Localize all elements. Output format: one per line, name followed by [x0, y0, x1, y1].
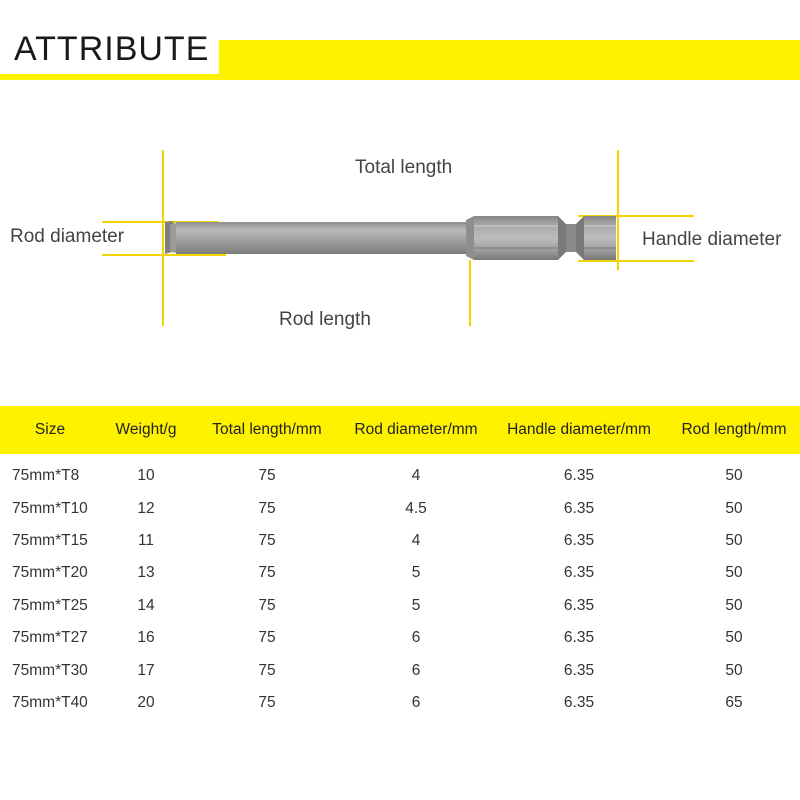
rod-diameter-label: Rod diameter	[10, 226, 125, 247]
cell-weight: 11	[137, 531, 155, 549]
cell-handle-diameter: 6.35	[563, 531, 595, 549]
table-row	[0, 454, 800, 492]
cell-rod-diameter: 6	[411, 629, 421, 647]
total-length-label: Total length	[355, 157, 453, 178]
cell-weight: 17	[137, 661, 155, 679]
page-title: ATTRIBUTE	[0, 28, 219, 74]
table-body	[0, 454, 800, 719]
cell-weight: 14	[137, 596, 155, 614]
cell-total-length: 75	[258, 564, 276, 582]
cell-rod-length: 50	[725, 629, 743, 647]
col-header-total-length: Total length/mm	[192, 406, 342, 454]
cell-size: 75mm*T10	[12, 499, 88, 517]
cell-total-length: 75	[258, 693, 276, 711]
cell-handle-diameter: 6.35	[563, 629, 595, 647]
cell-total-length: 75	[258, 499, 276, 517]
cell-rod-length: 50	[725, 596, 743, 614]
table-row	[0, 557, 800, 589]
cell-size: 75mm*T15	[12, 531, 88, 549]
col-header-rod-length: Rod length/mm	[668, 406, 800, 454]
table-row	[0, 622, 800, 654]
table-row	[0, 687, 800, 719]
cell-rod-length: 50	[725, 531, 743, 549]
cell-handle-diameter: 6.35	[563, 467, 595, 485]
cell-rod-length: 65	[725, 693, 743, 711]
cell-weight: 20	[137, 693, 155, 711]
handle-diameter-label: Handle diameter	[642, 229, 782, 250]
cell-total-length: 75	[258, 596, 276, 614]
cell-weight: 12	[137, 499, 155, 517]
table-row	[0, 492, 800, 524]
cell-handle-diameter: 6.35	[563, 596, 595, 614]
cell-size: 75mm*T27	[12, 629, 88, 647]
bit-body	[165, 216, 616, 260]
cell-weight: 16	[137, 629, 155, 647]
cell-rod-length: 50	[725, 661, 743, 679]
cell-size: 75mm*T40	[12, 693, 88, 711]
cell-total-length: 75	[258, 661, 276, 679]
cell-rod-diameter: 5	[411, 596, 421, 614]
cell-rod-diameter: 4	[411, 467, 421, 485]
cell-size: 75mm*T20	[12, 564, 88, 582]
cell-rod-length: 50	[725, 499, 743, 517]
cell-rod-diameter: 5	[411, 564, 421, 582]
cell-rod-diameter: 4	[411, 531, 421, 549]
cell-size: 75mm*T8	[12, 467, 80, 485]
cell-weight: 13	[137, 564, 155, 582]
cell-total-length: 75	[258, 531, 276, 549]
table-header-row	[0, 406, 800, 454]
col-header-handle-diameter: Handle diameter/mm	[490, 406, 668, 454]
cell-handle-diameter: 6.35	[563, 564, 595, 582]
cell-size: 75mm*T25	[12, 596, 88, 614]
cell-rod-diameter: 6	[411, 661, 421, 679]
cell-weight: 10	[137, 467, 155, 485]
cell-rod-length: 50	[725, 467, 743, 485]
col-header-rod-diameter: Rod diameter/mm	[342, 406, 490, 454]
dimension-diagram	[0, 140, 800, 340]
cell-handle-diameter: 6.35	[563, 693, 595, 711]
spec-table	[0, 406, 800, 719]
cell-total-length: 75	[258, 629, 276, 647]
table-row	[0, 654, 800, 686]
cell-size: 75mm*T30	[12, 661, 88, 679]
cell-handle-diameter: 6.35	[563, 661, 595, 679]
col-header-weight: Weight/g	[100, 406, 192, 454]
cell-rod-diameter: 4.5	[405, 499, 427, 517]
table-row	[0, 590, 800, 622]
cell-rod-diameter: 6	[411, 693, 421, 711]
cell-total-length: 75	[258, 467, 276, 485]
col-header-size: Size	[0, 406, 100, 454]
rod-length-label: Rod length	[279, 309, 371, 330]
table-row	[0, 525, 800, 557]
cell-rod-length: 50	[725, 564, 743, 582]
cell-handle-diameter: 6.35	[563, 499, 595, 517]
